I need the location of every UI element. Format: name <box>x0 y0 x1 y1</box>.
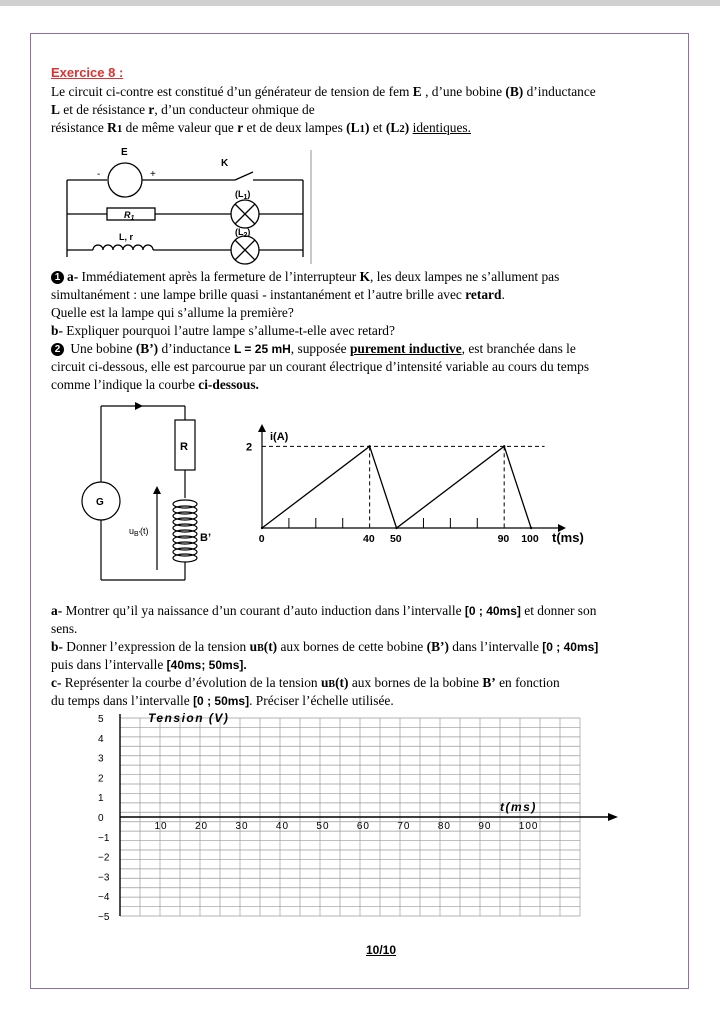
q2c-text: . Préciser l’échelle utilisée. <box>249 693 394 708</box>
data-point <box>530 527 532 529</box>
ci-dessous-word: ci-dessous. <box>198 377 259 392</box>
x-axis-label: t(ms) <box>552 530 584 545</box>
inductance-symbol: L <box>51 102 60 117</box>
x-axis-label: t(ms) <box>500 800 537 814</box>
r1-symbol <box>107 120 122 135</box>
data-point <box>261 527 263 529</box>
q1b-line <box>51 322 395 340</box>
y-axis-label: Tension (V) <box>148 711 230 725</box>
y-axis-label: i(A) <box>270 431 289 443</box>
y-tick-label: 1 <box>98 793 104 805</box>
data-point <box>503 445 505 447</box>
y-tick-label: −1 <box>98 832 110 844</box>
q1a-k: K <box>359 269 371 284</box>
current-arrow-head <box>135 402 143 410</box>
l1-a: (L <box>235 189 244 199</box>
q1a-text: . <box>501 287 505 302</box>
q2b-line-2 <box>51 656 247 674</box>
exercise-title: Exercice 8 : <box>51 65 124 80</box>
x-tick-label: 90 <box>478 821 492 832</box>
lamp2-a: (L <box>385 120 400 135</box>
ub-sub: B <box>257 643 264 654</box>
q1-number-badge: 1 <box>51 271 64 284</box>
intro-text: et de résistance <box>59 102 149 117</box>
ub-sub: B <box>328 679 336 690</box>
retard-word: retard <box>465 287 502 302</box>
generator-symbol <box>108 163 142 197</box>
intro-text: Le circuit ci-contre est constitué d’un générateur de tension de fem <box>51 84 413 99</box>
q2-line-1 <box>51 340 576 358</box>
intro-text: d’inductance <box>523 84 596 99</box>
l2-a: (L <box>235 227 244 237</box>
ub-letter: u <box>320 675 329 690</box>
q2b-coil: (B’) <box>426 639 449 654</box>
coil-symbol: (B) <box>505 84 524 99</box>
q1a-text: simultanément : une lampe brille quasi - instantanément et l’autre brille avec <box>51 287 466 302</box>
page-number: 10/10 <box>366 943 397 957</box>
q2b-label: b- <box>51 639 63 654</box>
l1-sub: 1 <box>243 194 248 201</box>
y-tick-label: 2 <box>98 773 104 785</box>
x-tick-label: 0 <box>258 533 265 545</box>
current-chart <box>240 422 600 556</box>
intro-text: , d’une bobine <box>421 84 506 99</box>
intro-text: et de deux lampes <box>243 120 347 135</box>
r1-letter: R <box>107 120 117 135</box>
data-point <box>395 527 397 529</box>
series-line <box>262 446 531 528</box>
q2c-text: aux bornes de la bobine <box>348 675 483 690</box>
circuit-diagram-1 <box>55 142 325 270</box>
q2b-text: Donner l’expression de la tension <box>62 639 250 654</box>
label-l1 <box>235 189 250 201</box>
y-tick-label: −3 <box>98 872 110 884</box>
top-bar <box>0 0 720 6</box>
q2b-interval-2: [40ms; 50ms]. <box>166 658 247 672</box>
lamp1-index: 1 <box>359 123 366 135</box>
l2-sub: 2 <box>243 232 248 239</box>
coil-b-prime-icon <box>173 500 197 562</box>
r-symbol: r <box>237 120 244 135</box>
x-tick-label: 20 <box>194 821 209 832</box>
coil-b-icon <box>93 245 153 250</box>
intro-line-1 <box>51 83 596 101</box>
q2-text: , est branchée dans le <box>461 341 576 356</box>
label-b-prime: B’ <box>200 532 211 544</box>
ub-t: (t) <box>263 639 278 654</box>
q2c-line-2 <box>51 692 394 710</box>
q2a-text: Montrer qu’il ya naissance d’un courant d’auto induction dans l’intervalle <box>62 603 465 618</box>
q2a-text: et donner son <box>520 603 597 618</box>
x-tick-label: 90 <box>497 533 510 545</box>
ub-a: u <box>129 526 135 536</box>
intro-text: de même valeur que <box>122 120 238 135</box>
q2-text: comme l’indique la courbe <box>51 377 199 392</box>
intro-line-3 <box>51 119 471 138</box>
q2c-text: Représenter la courbe d’évolution de la tension <box>61 675 321 690</box>
intro-text: résistance <box>51 120 108 135</box>
q1b-text: Expliquer pourquoi l’autre lampe s’allume-t-elle avec retard? <box>62 323 395 338</box>
q2c-coil: B’ <box>482 675 496 690</box>
switch-k[interactable] <box>235 172 253 180</box>
x-tick-label: 80 <box>437 821 451 832</box>
q1a-label: a- <box>67 269 79 284</box>
lamp1-symbol <box>346 120 369 135</box>
q2-coil: (B’) <box>135 341 159 356</box>
q2-text: d’inductance <box>158 341 234 356</box>
r1-index: 1 <box>116 123 123 135</box>
x-tick-label: 100 <box>518 821 539 832</box>
q2-line-3 <box>51 376 259 394</box>
emf-symbol: E <box>412 84 422 99</box>
q2b-text: aux bornes de cette bobine <box>277 639 427 654</box>
q1a-line-2 <box>51 286 505 304</box>
label-k: K <box>221 158 229 169</box>
y-tick-label: 3 <box>98 753 104 765</box>
q2b-interval-1: [0 ; 40ms] <box>542 640 599 654</box>
y-tick-label: 0 <box>98 813 104 824</box>
y-tick-label: −2 <box>98 852 110 864</box>
q2-text: , supposée <box>290 341 350 356</box>
x-tick-label: 50 <box>316 821 330 832</box>
ub-sub: B' <box>134 531 141 538</box>
q2-inductance-value: L = 25 mH <box>233 342 291 356</box>
lamp2-c: ) <box>404 120 410 135</box>
lamp2-index: 2 <box>399 123 405 135</box>
x-tick-label: 60 <box>356 821 371 832</box>
intro-text: , d’un conducteur ohmique de <box>154 102 315 117</box>
l1-c: ) <box>247 189 251 199</box>
l2-c: ) <box>247 227 251 237</box>
ub-letter: u <box>249 639 258 654</box>
label-r: R <box>180 441 188 453</box>
q2-number-badge: 2 <box>51 343 64 356</box>
label-l2 <box>235 227 250 239</box>
purement-inductive: purement inductive <box>349 341 462 356</box>
y-axis-arrow <box>258 424 266 432</box>
y-tick-label: 2 <box>246 441 253 454</box>
x-tick-label: 40 <box>275 821 290 832</box>
q1a-text: , les deux lampes ne s’allument pas <box>370 269 560 284</box>
q2c-line-1 <box>51 674 560 694</box>
identiques-word: identiques. <box>412 120 471 135</box>
lamp1-c: ) <box>365 120 370 135</box>
label-minus: - <box>97 169 101 180</box>
q2b-text: dans l’intervalle <box>448 639 543 654</box>
q1a-text: Immédiatement après la fermeture de l’interrupteur <box>78 269 360 284</box>
q2c-label: c- <box>51 675 62 690</box>
y-tick-label: −5 <box>98 912 110 923</box>
y-tick-label: −4 <box>98 892 110 904</box>
y-tick-label: 4 <box>98 733 104 745</box>
intro-text: et <box>369 120 386 135</box>
q2b-line-1 <box>51 638 598 658</box>
x-tick-label: 30 <box>235 821 249 832</box>
x-tick-label: 50 <box>389 533 402 545</box>
intro-line-2 <box>51 101 315 119</box>
resistance-symbol: r <box>148 102 155 117</box>
y-tick-label: 5 <box>98 714 104 725</box>
x-tick-label: 100 <box>521 533 539 545</box>
lamp1-a: (L <box>346 120 360 135</box>
voltage-arrow-head <box>153 486 161 494</box>
x-tick-label: 70 <box>397 821 411 832</box>
label-e: E <box>121 147 128 158</box>
ub-t: (t) <box>335 675 349 690</box>
q2c-text: du temps dans l’intervalle <box>51 693 194 708</box>
tension-grid-chart[interactable] <box>84 710 624 924</box>
x-tick-label: 10 <box>154 821 168 832</box>
q1a-line-1 <box>51 268 559 286</box>
q2a-label: a- <box>51 603 63 618</box>
q1a-line-3: Quelle est la lampe qui s’allume la première? <box>51 305 294 320</box>
q2-text: Une bobine <box>67 341 136 356</box>
ub-t: (t) <box>140 526 149 536</box>
label-lr: L, r <box>119 232 134 242</box>
label-ub <box>129 526 149 538</box>
x-tick-label: 40 <box>363 533 375 545</box>
q2a-line-1 <box>51 602 596 620</box>
circuit-diagram-2 <box>75 398 235 586</box>
q2a-line-2: sens. <box>51 621 78 636</box>
q2c-text: en fonction <box>495 675 560 690</box>
q2b-ub <box>250 639 278 654</box>
q2c-ub <box>321 675 349 690</box>
x-axis-arrow <box>608 813 618 821</box>
data-point <box>368 445 370 447</box>
label-plus: + <box>150 169 156 180</box>
q2-line-2: circuit ci-dessous, elle est parcourue par un courant électrique d’intensité variable au cours du temps <box>51 359 590 374</box>
lamp2-symbol <box>386 120 409 135</box>
q2b-text: puis dans l’intervalle <box>51 657 167 672</box>
q1b-label: b- <box>51 323 63 338</box>
r1-sub: 1 <box>130 215 135 222</box>
q2c-interval: [0 ; 50ms] <box>193 694 250 708</box>
r1-a: R <box>124 210 131 220</box>
q2a-interval: [0 ; 40ms] <box>464 604 521 618</box>
label-g: G <box>96 497 104 508</box>
